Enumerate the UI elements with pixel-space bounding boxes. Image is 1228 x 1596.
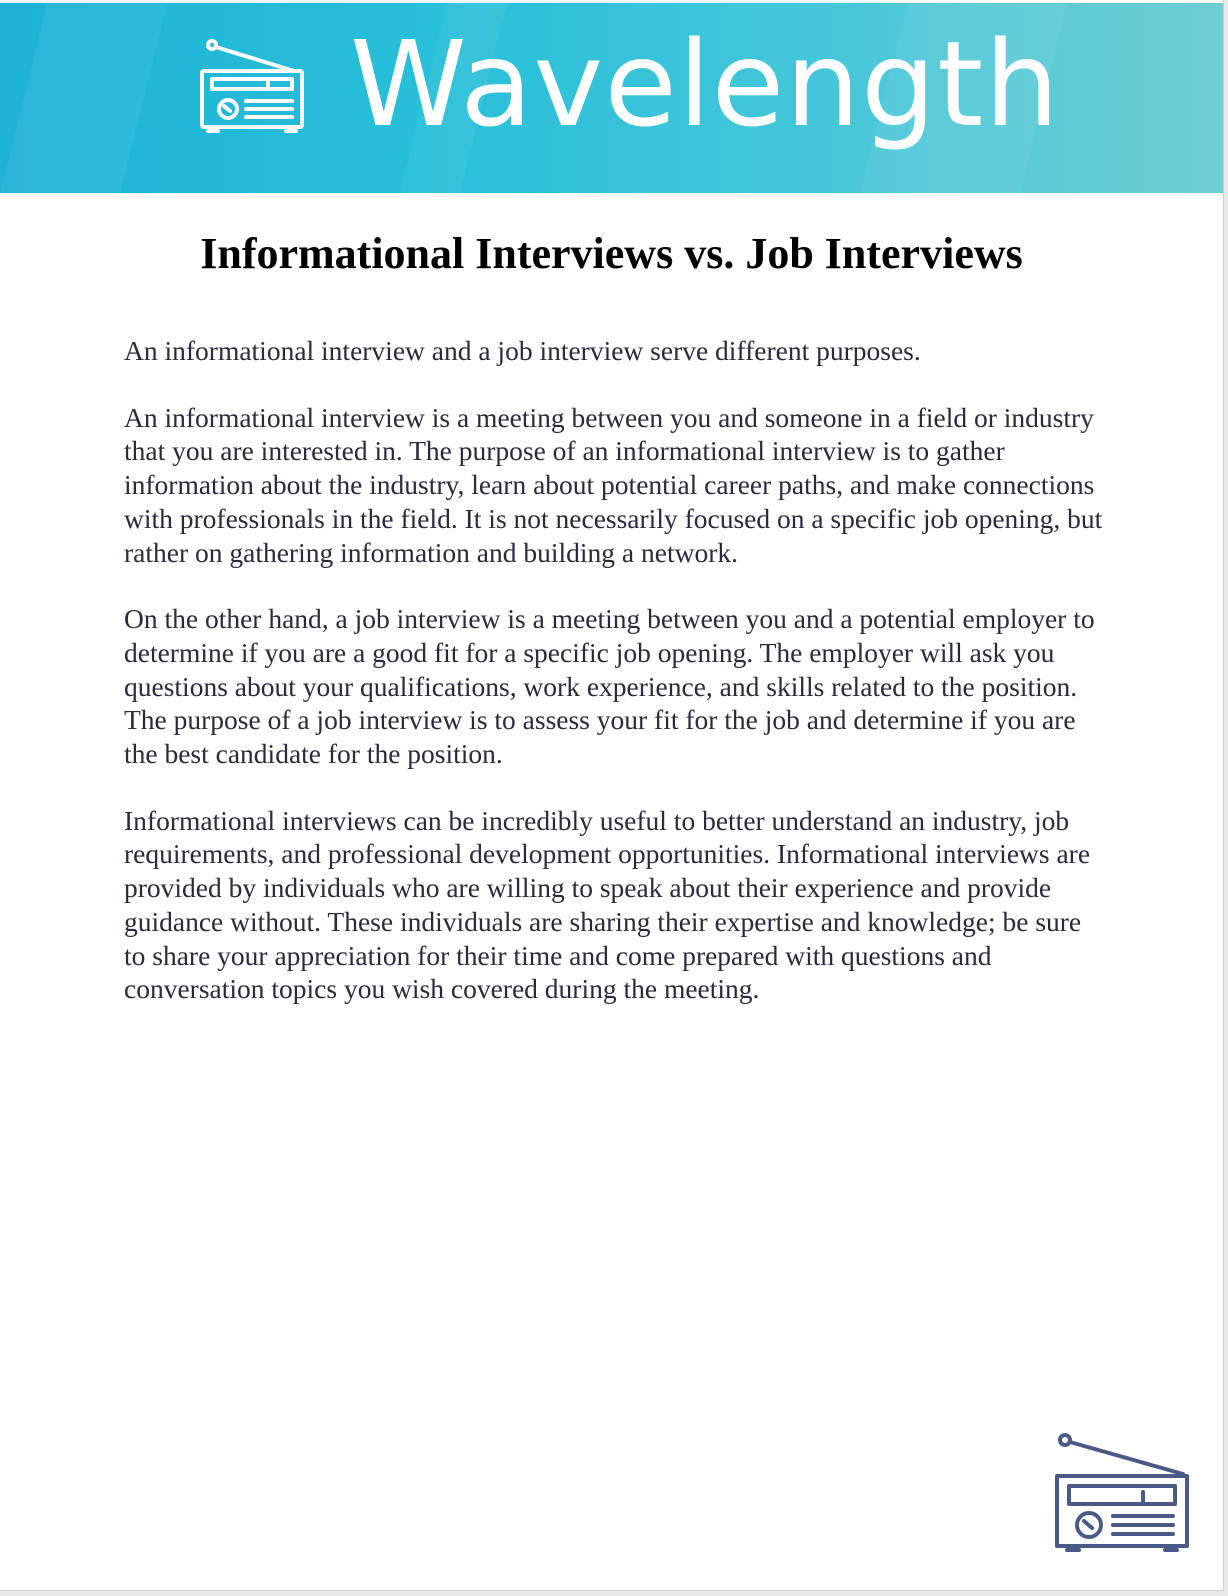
- document-body: [124, 334, 1104, 1039]
- radio-icon: [198, 39, 310, 139]
- paragraph: An informational interview and a job interview serve different purposes.: [124, 335, 921, 366]
- paragraph: Informational interviews can be incredibly useful to better understand an industry, job requirements, and professional development opportunities. Informational interviews are provided by individuals who are willing to speak about their experience and provide guidance without. These individuals are sharing their expertise and knowledge; be sure to share your appreciation for their time and come prepared with questions and conversation topics you wish covered during the meeting.: [124, 804, 1091, 1005]
- page-title: Informational Interviews vs. Job Interviews: [200, 229, 1023, 278]
- paragraph: On the other hand, a job interview is a meeting between you and a potential employer to determine if you are a good fit for a specific job opening. The employer will ask you questions about your qualifications, work experience, and skills related to the position. The purpose of a job interview is to assess your fit for the job and determine if you are the best candidate for the position.: [124, 603, 1095, 770]
- header-banner: [0, 3, 1223, 193]
- radio-icon: [1055, 1432, 1203, 1554]
- brand-name: Wavelength: [350, 15, 1060, 153]
- paragraph: An informational interview is a meeting between you and someone in a field or industry that you are interested in. The purpose of an informational interview is to gather information about the industry, learn about potential career paths, and make connections with professionals in the field. It is not necessarily focused on a specific job opening, but rather on gathering information and building a network.: [124, 401, 1103, 568]
